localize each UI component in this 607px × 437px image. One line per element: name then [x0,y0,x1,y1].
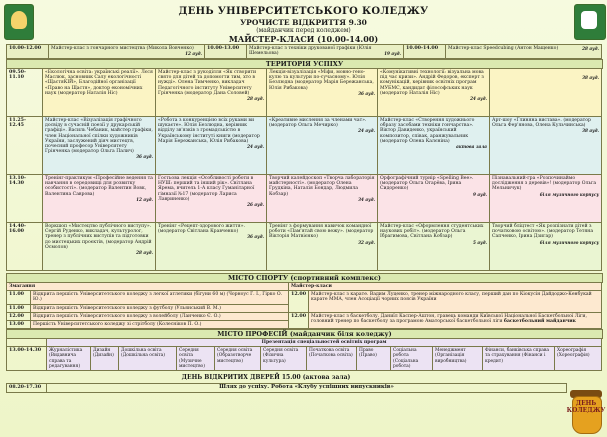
masterclass-heading: МАЙСТЕР-КЛАСИ (10.00-14.00) [228,34,379,44]
sport-time: 11.00 [7,291,31,304]
slot-time: 13.10-14.30 [7,175,43,223]
event-cell: Тренінг «Рецепт-здорового життя». (модератор Світлана Кравченко) 36 ауд. [156,223,267,271]
final-event: Шлях до успіху. Робота «Клубу успішних випускників» [47,384,567,393]
professions-table [6,338,602,371]
event-cell: Майстер-клас «Візуалізація графічного досвіду в сучасній поезії у друкарській графіці». Василь Чебаник, майстер графіки, член Національної спілки художників України, заслужений діяч мистецтв, почесний професор Університету Грінченка (модератор Ольга Палич) 36 ауд. [43,117,156,175]
profession-cell: Початкова освіта (Початкова освіта) [307,347,357,371]
profession-cell: Середня освіта (Фізична культура) [261,347,307,371]
slot-time: 14.40-16.00 [7,223,43,271]
event-cell: Майстер-клас з рукоділля «Як створити свято для дітей та допомогти тим, хто в нужді». Олена Тимченко, викладач Педагогічного інституту Університету Грінченка (модератор Дана Соловей) 28 ауд. [156,69,267,117]
competitions-heading: Змагання [7,283,289,291]
event-cell: Майстер-клас «Створення художнього образу засобами техніки гончарства». Віктор Давиденко, український композитор, співак, аранжувальник (модератор Олена Калєніна) актова зала [378,117,490,175]
mc-cell: Майстер-клас Speedcubing (Антон Мащенко) 28 ауд. [446,45,602,59]
professions-title: МІСТО ПРОФЕСІЙ (майданчик біля коледжу) [6,329,603,339]
sport-table [6,282,602,329]
event-cell: Творчий бліцтест «Як розпізнати дітей з початковою освітою». (модератор Тетяна Сапченко, Ірина Дзигар) біля музичного корпусу [490,223,602,271]
sport-masterclass: Майстер-клас з карате. Вадим Луценко, тренер міжнародного класу, перший дан по Кіокусін Дайдоджо-Кенбукай карате ММА, член Асоціації чорних поясів України [309,291,602,313]
profession-cell: Хореографія (Хореографія) [555,347,602,371]
profession-cell: Дошкільна освіта (Дошкільна освіта) [119,347,177,371]
professions-subtitle: Презентація спеціальностей освітніх програм [47,339,602,347]
sport-event: Відкрита першість Університетського коледжу з легкої атлетики (бігуни 60 м) (Чорноус Г. І., Гірко О. Ю.) [31,291,289,304]
open-day-heading: ДЕНЬ ВІДКРИТИХ ДВЕРЕЙ 15.00 (актова зала) [181,374,351,381]
profession-cell: Дизайн (Дизайн) [91,347,119,371]
mc-cell: Майстер-клас з гончарного мистецтва (Микола Вовченко) 12 ауд. [49,45,205,59]
event-cell: Арт-шоу «Глиняна вистава». (модератор Ольга Фер'янова, Олена Кульчинська) 38 ауд. [490,117,602,175]
event-cell: 38 ауд. [490,69,602,117]
event-cell: Майстер-клас «Оформлення студентських наукових робіт». (модератор Ольга Ібрагимова, Світлана Кобзар) 5 ауд. [378,223,490,271]
sport-event: Першість Університетського коледжу зі стрітболу (Колесніков П. О.) [31,321,289,329]
sport-time: 13.00 [7,321,31,329]
event-cell: «Комунікативні технології: візуальна мова під час кризи». Андрій Федоров, експерт з комунікацій, керівник освітніх програм МУБМС, кандидат філософських наук (модератор Наталія Ніс) 24 ауд. [378,69,490,117]
sport-event: Відкрита першість Університетського коледжу з футболу (Ульянський В. М.) [31,304,289,312]
sport-time: 11.00 [7,304,31,312]
sport-masterclass: Майстер-клас з баскетболу. Даниїл Каспер-Аштон, гравець команди Київської Національної Баскетбольної Ліги, головний тренер по баскетболу за програмою Аматорської баскетбольної ліги баскетбольний майданчик [309,312,602,328]
opening-place: (майданчик перед коледжем) [256,27,351,34]
event-cell: «Робота з конкуренцією всіх руками ви шукаєте». Юлія Безлюдна, керівник відділу зв'язків з громадськістю в Українському інституті книги (модератор Марія Бережанська, Юлія Рибакова) 24 ауд. [156,117,267,175]
slot-time: 09.50-11.10 [7,69,43,117]
profession-cell: Право (Право) [357,347,391,371]
profession-cell: Фінанси, банківська справа та страхування (Фінанси і кредит) [483,347,555,371]
event-cell: Орфографічний турнір «Spelling Bee». (модератор Ольга Огарёва, Ірина Сидоренко) 9 ауд. [378,175,490,223]
profession-cell: Середня освіта (Образотворче мистецтво) [215,347,261,371]
sport-masterclass-heading: Майстер-класи [289,283,602,291]
final-row [6,383,567,393]
sport-time: 12.00 [289,312,309,328]
event-cell: Лекція-візуалізація «Міфи, мовно-гено-кулю та культури по-сучасному». Юлія Безлюдна (модератор Марія Бережанська, Юлія Рибакова) 36 ауд. [267,69,378,117]
sport-event: Відкрита першість Університетського коледжу з волейболу (Ланченко Є. О.) [31,312,289,320]
event-cell: «Екологічна освіта: українські реалії». Лєся Маслюк, засновник Салу екологічності «ЩастяКІЙ», Благодійної організації «Право на Щастя», доктор економічних наук (модератор Наталія Ніс) [43,69,156,117]
territory-title: ТЕРИТОРІЯ УСПІХУ [6,59,603,69]
event-cell: Воркшоп «Мистецтво публічного виступу». Сергій Руденко, викладач, культуролог, тренер з публічних виступів та підготовки до мистецьких проєктів, (модератор Андрій Осмолов) 28 ауд. [43,223,156,271]
territory-table [6,68,602,271]
mc-cell: Майстер-клас з техніки друкованої графіки (Юлія Шемельова) 19 ауд. [247,45,404,59]
final-time: 08.20-17.30 [7,384,47,393]
sport-time: 12.00 [7,312,31,320]
professions-time: 13.00-14.30 [7,347,47,371]
masterclass-row [6,44,602,59]
event-cell: Пізнавальний-гра «Розпочинаймо дослідження з деревів»! (модератор Ольга Мельничук) біля музичного корпусу [490,175,602,223]
mc-time: 10.00-12.00 [7,45,49,59]
profession-cell: Журналістика (Видавнича справа та редагування) [47,347,91,371]
sport-time: 12.00 [289,291,309,313]
opening-time: УРОЧИСТЕ ВІДКРИТТЯ 9.30 [240,18,367,27]
sport-title: МІСТО СПОРТУ (спортивний комплекс) [6,273,603,283]
profession-cell: Середня освіта (Музичне мистецтво) [177,347,215,371]
slot-time: 11.25-12.45 [7,117,43,175]
profession-cell: Менеджмент (Організація виробництва) [433,347,483,371]
profession-cell: Соціальна робота (Соціальна робота) [391,347,433,371]
event-cell: Тренінг-практикум «Професійне ведення та навчання в середовищі для розвитку особистості». (модератор Валентин Вовк, Валентина Саврова) 12 ауд. [43,175,156,223]
page-title: ДЕНЬ УНІВЕРСИТЕТСЬКОГО КОЛЕДЖУ [178,6,429,17]
mc-time: 10.00-13.00 [205,45,247,59]
event-cell: Тренінг з формування навичок командної роботи «Пам'ятай свою вежу». (модератор Вікторія Матвієнко) 32 ауд. [267,223,378,271]
event-cell: «Креативне мислення за членами чат». (модератор Ольга Мечирко) 24 ауд. [267,117,378,175]
badge-text: ДЕНЬ КОЛЕДЖУ [566,400,606,414]
event-cell: Гостьова лекція «Особливості роботи в НУШ: перший та інший рік». Світлана Ярема, вчитель 1-А класу Гуманітарної гімназії №17 (модератор Лариса Лавриненко) 26 ауд. [156,175,267,223]
mc-time: 10.00-14.00 [404,45,446,59]
poster-header [0,0,607,48]
honey-pot-badge [566,378,604,436]
event-cell: Творчий калейдоскоп «Творча лабораторія майстерності». (модератор Олена Грудкіна, Наталія Бондар, Людмила Кобзар) 34 ауд. [267,175,378,223]
